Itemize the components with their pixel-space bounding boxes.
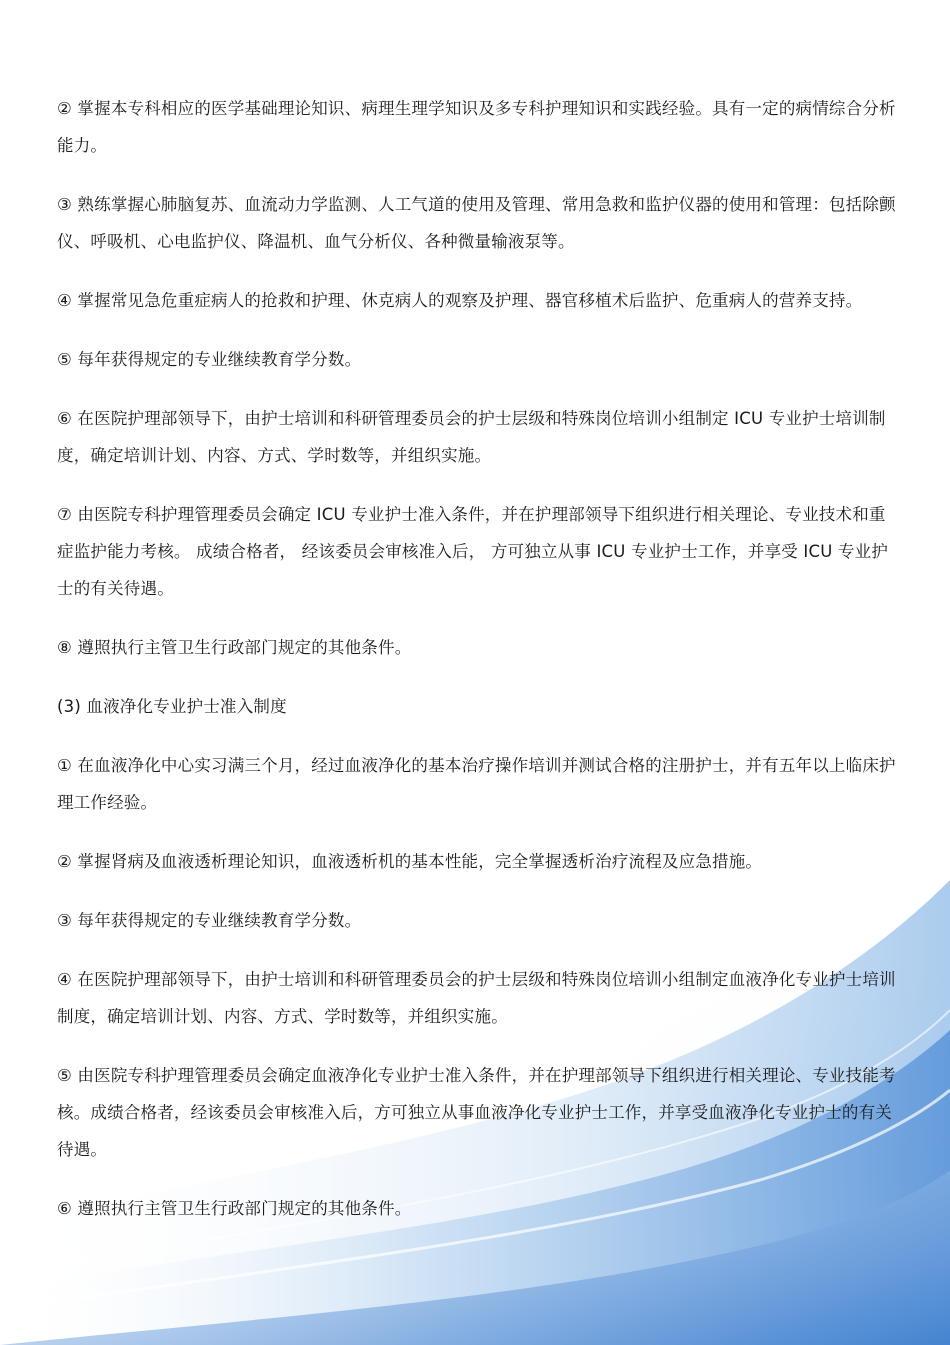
paragraph-2: ③ 熟练掌握心肺脑复苏、血流动力学监测、人工气道的使用及管理、常用急救和监护仪器的使用和管理：包括除颤仪、呼吸机、心电监护仪、降温机、血气分析仪、各种微量输液泵等。 <box>57 195 896 251</box>
paragraph-11: ④ 在医院护理部领导下，由护士培训和科研管理委员会的护士层级和特殊岗位培训小组制定血液净化专业护士培训制度，确定培训计划、内容、方式、学时数等，并组织实施。 <box>57 970 896 1026</box>
paragraph-7: ⑧ 遵照执行主管卫生行政部门规定的其他条件。 <box>57 638 412 657</box>
paragraph-12: ⑤ 由医院专科护理管理委员会确定血液净化专业护士准入条件，并在护理部领导下组织进行相关理论、专业技能考核。成绩合格者，经该委员会审核准入后，方可独立从事血液净化专业护士工作，并享受血液净化专业护士的有关待遇。 <box>57 1066 896 1159</box>
paragraph-4: ⑤ 每年获得规定的专业继续教育学分数。 <box>57 350 362 369</box>
paragraph-6: ⑦ 由医院专科护理管理委员会确定 ICU 专业护士准入条件，并在护理部领导下组织进行相关理论、专业技术和重症监护能力考核。 成绩合格者， 经该委员会审核准入后， 方可独立从事 ICU 专业护士工作，并享受 ICU 专业护士的有关待遇。 <box>57 505 889 598</box>
paragraph-13: ⑥ 遵照执行主管卫生行政部门规定的其他条件。 <box>57 1199 412 1218</box>
section-heading: (3) 血液净化专业护士准入制度 <box>57 697 287 716</box>
document-body <box>57 90 897 1249</box>
paragraph-1: ② 掌握本专科相应的医学基础理论知识、病理生理学知识及多专科护理知识和实践经验。具有一定的病情综合分析能力。 <box>57 99 896 155</box>
paragraph-8: ① 在血液净化中心实习满三个月，经过血液净化的基本治疗操作培训并测试合格的注册护士，并有五年以上临床护理工作经验。 <box>57 756 896 812</box>
paragraph-5: ⑥ 在医院护理部领导下，由护士培训和科研管理委员会的护士层级和特殊岗位培训小组制定 ICU 专业护士培训制度，确定培训计划、内容、方式、学时数等，并组织实施。 <box>57 409 886 465</box>
paragraph-3: ④ 掌握常见急危重症病人的抢救和护理、休克病人的观察及护理、器官移植术后监护、危重病人的营养支持。 <box>57 291 863 310</box>
paragraph-9: ② 掌握肾病及血液透析理论知识，血液透析机的基本性能，完全掌握透析治疗流程及应急措施。 <box>57 852 763 871</box>
paragraph-10: ③ 每年获得规定的专业继续教育学分数。 <box>57 911 362 930</box>
